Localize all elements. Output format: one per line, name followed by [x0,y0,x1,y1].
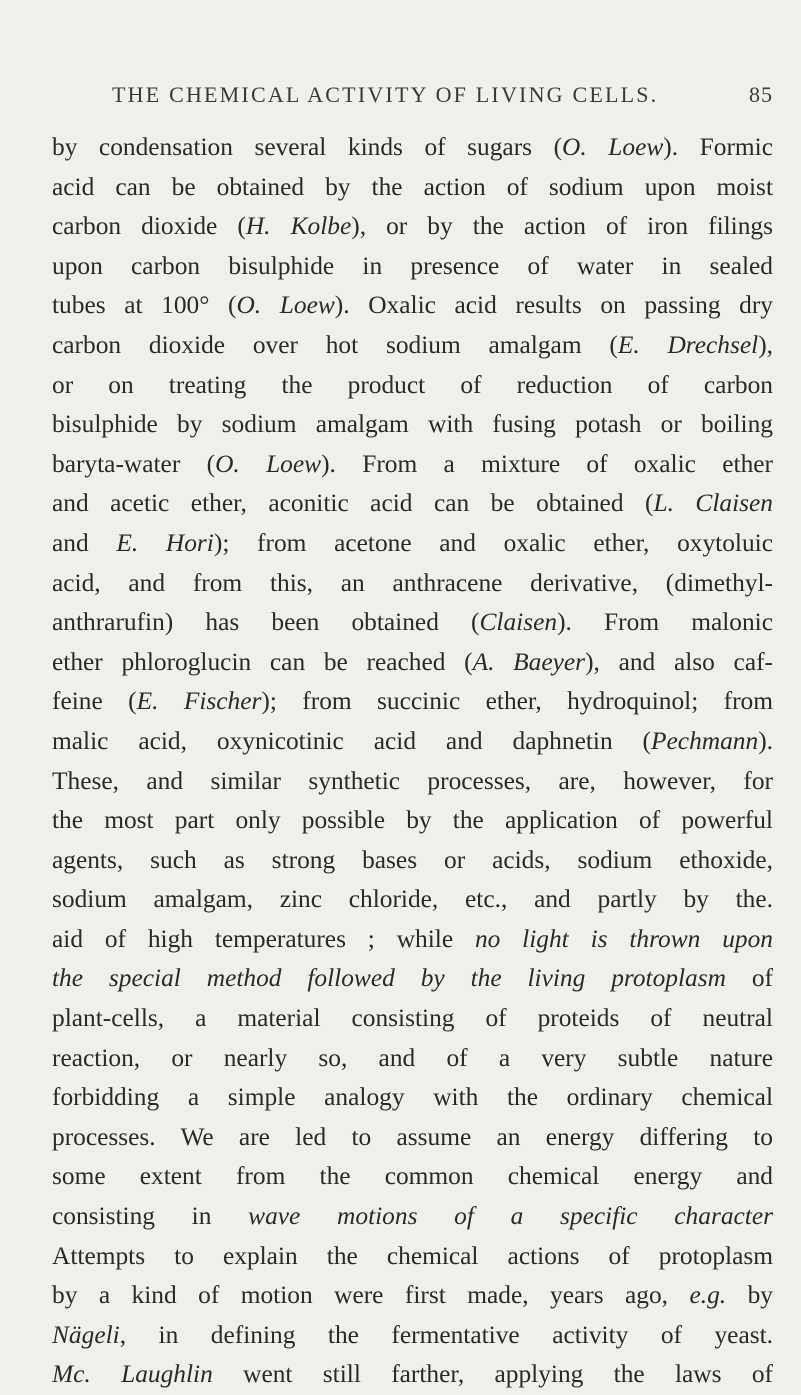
text-line [52,643,773,683]
text-line [52,1039,773,1079]
text-run: forbidding a simple analogy with the ordinary chemical [52,1083,773,1112]
text-run: aid of high temperatures ; while [52,924,475,953]
text-line [52,168,773,208]
italic-text: L. Claisen [653,489,773,518]
text-run: Attempts to explain the chemical actions of protoplasm [52,1241,773,1270]
text-line [52,366,773,406]
text-run: upon carbon bisulphide in presence of water in sealed [52,251,773,280]
text-line [52,445,773,485]
text-run: some extent from the common chemical energy and [52,1162,773,1191]
text-line [52,1197,773,1237]
text-line [52,841,773,881]
text-line [52,682,773,722]
text-line [52,524,773,564]
italic-text: E. Fischer [136,687,262,716]
text-run: ); from succinic ether, hydroquinol; from [261,687,773,716]
text-run: acid, and from this, an anthracene derivative, (dimethyl- [52,568,773,597]
text-run: of [725,964,773,993]
text-line [52,959,773,999]
italic-text: Nägeli [52,1320,120,1349]
italic-text: Mc. Laughlin [52,1360,213,1389]
running-title: THE CHEMICAL ACTIVITY OF LIVING CELLS. [112,82,659,107]
text-line [52,564,773,604]
text-run: baryta-water ( [52,449,216,478]
text-line [52,722,773,762]
italic-text: A. Baeyer [472,647,586,676]
text-run: bisulphide by sodium amalgam with fusing potash or boiling [52,410,773,439]
text-run: ). From a mixture of oxalic ether [321,449,773,478]
text-line [52,484,773,524]
italic-text: E. Hori [116,528,214,557]
text-line [52,1157,773,1197]
text-run: ). From malonic [557,608,773,637]
text-run: tubes at 100° ( [52,291,237,320]
text-run: carbon dioxide over hot sodium amalgam ( [52,330,618,359]
text-run: ), or by the action of iron filings [351,212,774,241]
text-run: ). Formic [663,133,773,161]
text-run: These, and similar synthetic processes, are, however, for [52,766,773,795]
text-line [52,880,773,920]
text-line [52,286,773,326]
italic-text: E. Drechsel [617,330,759,359]
text-line [52,1118,773,1158]
text-line [52,128,773,168]
running-head [112,82,773,108]
text-run: the most part only possible by the application of powerful [52,806,773,835]
italic-text: e.g. [689,1281,727,1310]
text-run: ); from acetone and oxalic ether, oxytoluic [213,528,773,557]
italic-text: Claisen [479,608,558,637]
body-text [52,128,773,1395]
text-run: by [726,1281,773,1310]
text-line [52,1276,773,1316]
text-run: malic acid, oxynicotinic acid and daphnetin ( [52,726,652,755]
text-run: reaction, or nearly so, and of a very subtle nature [52,1043,773,1072]
text-run: ). Oxalic acid results on passing dry [334,291,773,320]
text-run: feine ( [52,687,137,716]
text-run: ). [758,726,773,755]
italic-text: the special method followed by the living protoplasm [52,964,726,993]
text-run: anthrarufin) has been obtained ( [52,608,480,637]
italic-text: O. Loew [562,133,664,161]
text-run: ), [758,330,774,359]
text-run: and [52,528,117,557]
text-run: agents, such as strong bases or acids, sodium ethoxide, [52,845,773,874]
text-run: by condensation several kinds of sugars ( [52,133,563,161]
text-run: , in defining the fermentative activity of yeast. [119,1320,773,1349]
text-run: or on treating the product of reduction of carbon [52,370,773,399]
italic-text: Pechmann [651,726,759,755]
text-line [52,247,773,287]
italic-text: O. Loew [215,449,322,478]
italic-text: wave motions of a specific character [248,1202,773,1231]
text-run: went still farther, applying the laws of [212,1360,773,1389]
text-run: by a kind of motion were first made, years ago, [52,1281,690,1310]
italic-text: O. Loew [236,291,335,320]
text-run: ether phloroglucin can be reached ( [52,647,473,676]
text-line [52,603,773,643]
text-run: plant-cells, a material consisting of proteids of neutral [52,1004,773,1033]
text-line [52,920,773,960]
text-run: acid can be obtained by the action of sodium upon moist [52,172,773,201]
text-run: ), and also caf- [585,647,774,676]
text-line [52,1237,773,1277]
text-line [52,326,773,366]
text-run: processes. We are led to assume an energy differing to [52,1122,773,1151]
text-line [52,1355,773,1395]
text-line [52,207,773,247]
text-run: carbon dioxide ( [52,212,246,241]
text-line [52,405,773,445]
text-run: sodium amalgam, zinc chloride, etc., and partly by the. [52,885,773,914]
italic-text: H. Kolbe [245,212,352,241]
text-line [52,1078,773,1118]
text-line [52,801,773,841]
text-line [52,762,773,802]
text-line [52,999,773,1039]
page-number: 85 [749,82,773,107]
text-run: and acetic ether, aconitic acid can be obtained ( [52,489,654,518]
text-run: consisting in [52,1202,249,1231]
italic-text: no light is thrown upon [474,924,773,953]
